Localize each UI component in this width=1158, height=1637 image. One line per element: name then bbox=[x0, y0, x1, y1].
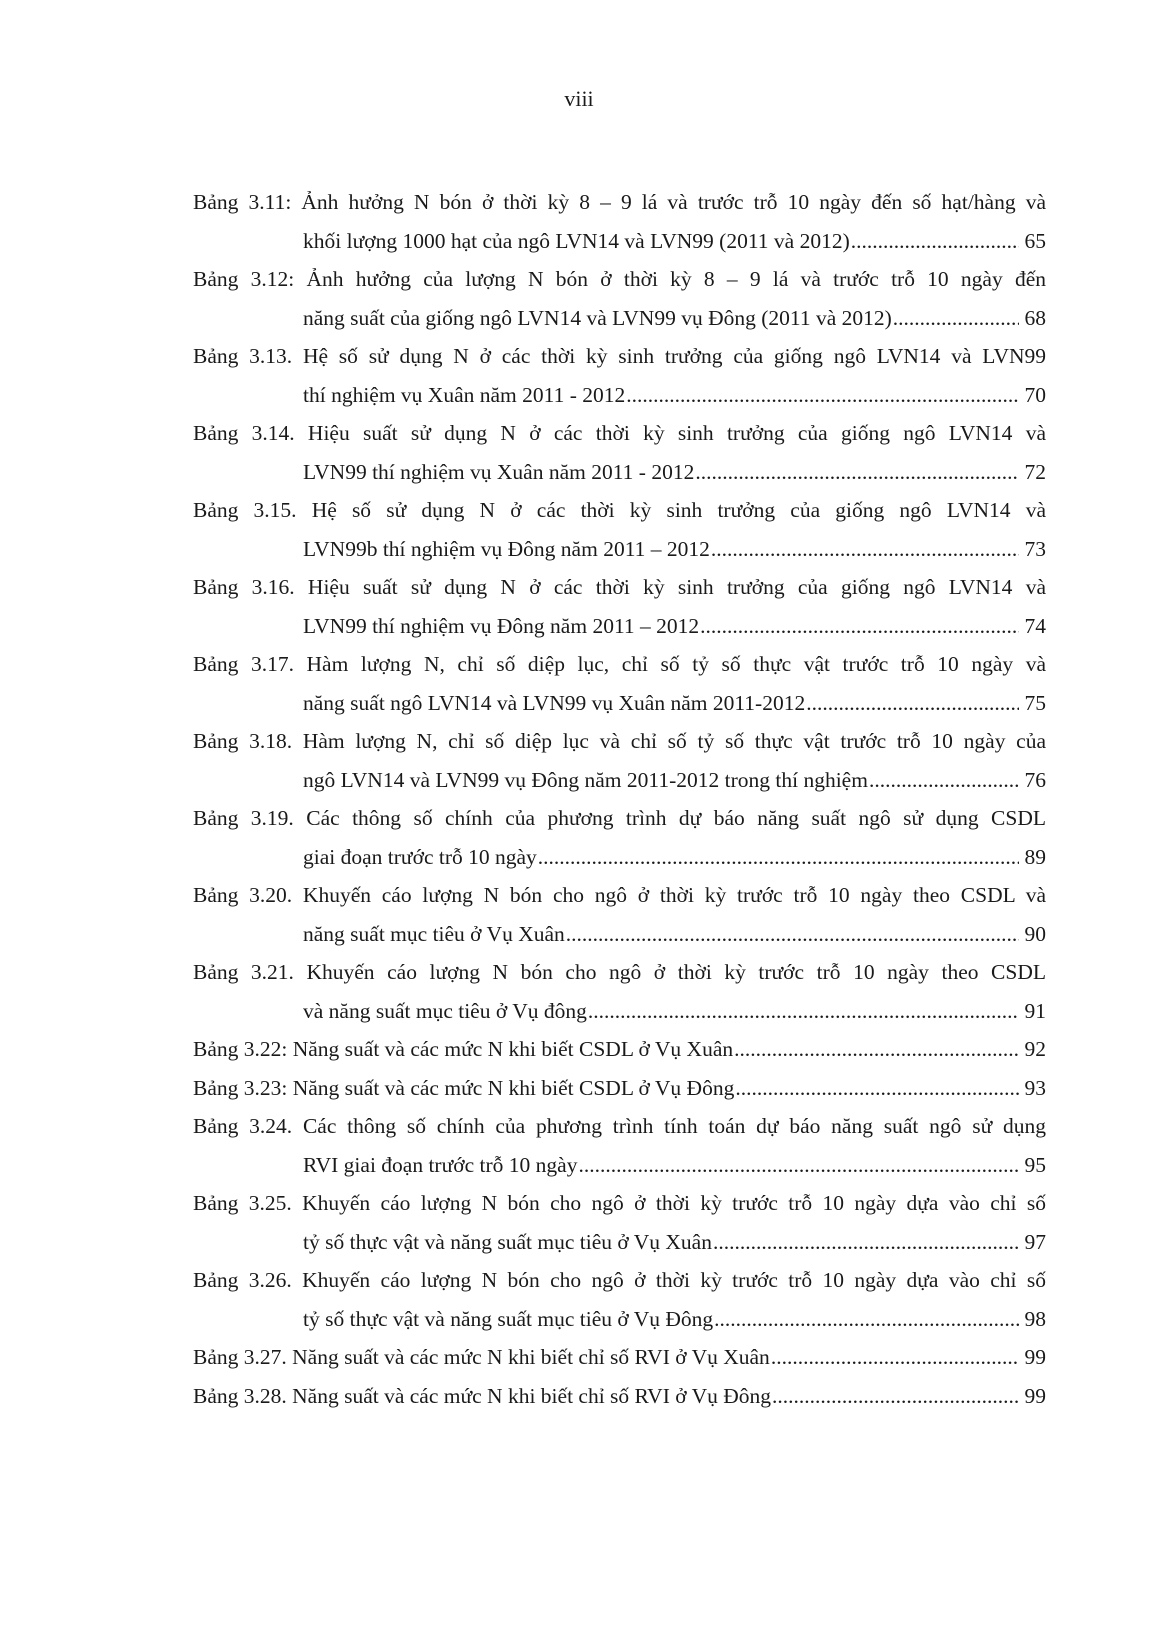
toc-entry-title-line: Bảng 3.26. Khuyến cáo lượng N bón cho ngô ở thời kỳ trước trỗ 10 ngày dựa vào chỉ số bbox=[193, 1268, 1046, 1292]
toc-entry-title-line: Bảng 3.14. Hiệu suất sử dụng N ở các thời kỳ sinh trưởng của giống ngô LVN14 và bbox=[193, 421, 1046, 445]
toc-entry-title-tail: năng suất mục tiêu ở Vụ Xuân bbox=[303, 921, 565, 946]
dot-leader bbox=[695, 453, 1019, 492]
toc-entry[interactable] bbox=[193, 799, 1046, 876]
toc-entry[interactable] bbox=[193, 1069, 1046, 1108]
toc-entry-final-line bbox=[193, 992, 1046, 1031]
toc-entry[interactable] bbox=[193, 722, 1046, 799]
toc-entry-final-line bbox=[193, 1146, 1046, 1185]
toc-entry-title-tail: Bảng 3.23: Năng suất và các mức N khi biết CSDL ở Vụ Đông bbox=[193, 1075, 735, 1100]
toc-entry-title-line: Bảng 3.19. Các thông số chính của phương trình dự báo năng suất ngô sử dụng CSDL bbox=[193, 806, 1046, 830]
dot-leader bbox=[711, 530, 1019, 569]
toc-entry[interactable] bbox=[193, 1107, 1046, 1184]
toc-entry-final-line bbox=[193, 1300, 1046, 1339]
toc-entry-title-tail: Bảng 3.22: Năng suất và các mức N khi biết CSDL ở Vụ Xuân bbox=[193, 1037, 734, 1061]
table-of-contents bbox=[193, 183, 1046, 1415]
toc-entry-title-tail: và năng suất mục tiêu ở Vụ đông bbox=[303, 998, 587, 1023]
toc-entry-title-tail: khối lượng 1000 hạt của ngô LVN14 và LVN99 (2011 và 2012) bbox=[303, 228, 850, 253]
toc-entry[interactable] bbox=[193, 645, 1046, 722]
toc-entry[interactable] bbox=[193, 414, 1046, 491]
toc-entry-final-line bbox=[193, 1069, 1046, 1108]
toc-entry-title-line: Bảng 3.16. Hiệu suất sử dụng N ở các thời kỳ sinh trưởng của giống ngô LVN14 và bbox=[193, 575, 1046, 599]
toc-entry-title-tail: thí nghiệm vụ Xuân năm 2011 - 2012 bbox=[303, 382, 626, 407]
toc-entry-title-tail: ngô LVN14 và LVN99 vụ Đông năm 2011-2012 trong thí nghiệm bbox=[303, 767, 868, 792]
toc-entry-title-line: Bảng 3.13. Hệ số sử dụng N ở các thời kỳ sinh trưởng của giống ngô LVN14 và LVN99 bbox=[193, 344, 1046, 368]
toc-entry-title-line: Bảng 3.11: Ảnh hưởng N bón ở thời kỳ 8 – 9 lá và trước trỗ 10 ngày đến số hạt/hàng và bbox=[193, 190, 1046, 214]
toc-entry[interactable] bbox=[193, 1184, 1046, 1261]
toc-entry-final-line bbox=[193, 684, 1046, 723]
toc-entry-final-line bbox=[193, 1223, 1046, 1262]
toc-entry-final-line bbox=[193, 376, 1046, 415]
page-number: viii bbox=[564, 86, 594, 111]
toc-entry-final-line bbox=[193, 607, 1046, 646]
toc-page-number: 95 bbox=[1024, 1152, 1046, 1177]
toc-page-number: 89 bbox=[1024, 844, 1046, 869]
toc-entry-title-tail: giai đoạn trước trỗ 10 ngày bbox=[303, 844, 537, 869]
toc-page-number: 73 bbox=[1024, 536, 1046, 561]
toc-entry[interactable] bbox=[193, 568, 1046, 645]
toc-entry-title-tail: LVN99 thí nghiệm vụ Xuân năm 2011 - 2012 bbox=[303, 459, 695, 484]
toc-entry-title-line: Bảng 3.15. Hệ số sử dụng N ở các thời kỳ sinh trưởng của giống ngô LVN14 và bbox=[193, 498, 1046, 522]
toc-entry-title-tail: năng suất ngô LVN14 và LVN99 vụ Xuân năm 2011-2012 bbox=[303, 690, 806, 715]
toc-entry-final-line bbox=[193, 1338, 1046, 1377]
dot-leader bbox=[893, 299, 1019, 338]
dot-leader bbox=[578, 1146, 1019, 1185]
dot-leader bbox=[713, 1223, 1019, 1262]
dot-leader bbox=[869, 761, 1019, 800]
toc-page-number: 74 bbox=[1024, 613, 1046, 638]
toc-entry-title-line: Bảng 3.12: Ảnh hưởng của lượng N bón ở thời kỳ 8 – 9 lá và trước trỗ 10 ngày đến bbox=[193, 267, 1046, 291]
toc-page-number: 97 bbox=[1024, 1229, 1046, 1254]
toc-entry[interactable] bbox=[193, 491, 1046, 568]
toc-entry[interactable] bbox=[193, 337, 1046, 414]
toc-page-number: 68 bbox=[1024, 305, 1046, 330]
dot-leader bbox=[566, 915, 1019, 954]
toc-entry[interactable] bbox=[193, 1338, 1046, 1377]
toc-entry-final-line bbox=[193, 299, 1046, 338]
toc-entry[interactable] bbox=[193, 1030, 1046, 1069]
toc-entry-title-tail: Bảng 3.27. Năng suất và các mức N khi biết chỉ số RVI ở Vụ Xuân bbox=[193, 1345, 770, 1369]
toc-entry-final-line bbox=[193, 1377, 1046, 1416]
toc-entry[interactable] bbox=[193, 1261, 1046, 1338]
toc-page-number: 91 bbox=[1024, 998, 1046, 1023]
toc-page-number: 98 bbox=[1024, 1306, 1046, 1331]
dot-leader bbox=[700, 607, 1019, 646]
toc-entry-final-line bbox=[193, 915, 1046, 954]
toc-entry-title-line: Bảng 3.24. Các thông số chính của phương trình tính toán dự báo năng suất ngô sử dụng bbox=[193, 1114, 1046, 1138]
dot-leader bbox=[735, 1069, 1019, 1108]
toc-entry-final-line bbox=[193, 761, 1046, 800]
toc-entry-final-line bbox=[193, 453, 1046, 492]
dot-leader bbox=[851, 222, 1019, 261]
toc-entry[interactable] bbox=[193, 183, 1046, 260]
toc-entry-title-line: Bảng 3.21. Khuyến cáo lượng N bón cho ngô ở thời kỳ trước trỗ 10 ngày theo CSDL bbox=[193, 960, 1046, 984]
toc-page-number: 93 bbox=[1024, 1075, 1046, 1100]
toc-entry-title-tail: LVN99 thí nghiệm vụ Đông năm 2011 – 2012 bbox=[303, 613, 700, 638]
dot-leader bbox=[626, 376, 1019, 415]
toc-page-number: 70 bbox=[1024, 382, 1046, 407]
toc-entry-title-line: Bảng 3.20. Khuyến cáo lượng N bón cho ngô ở thời kỳ trước trỗ 10 ngày theo CSDL và bbox=[193, 883, 1046, 907]
toc-entry[interactable] bbox=[193, 876, 1046, 953]
dot-leader bbox=[734, 1030, 1019, 1069]
toc-entry-final-line bbox=[193, 530, 1046, 569]
toc-page-number: 75 bbox=[1024, 690, 1046, 715]
toc-page-number: 72 bbox=[1024, 459, 1046, 484]
toc-entry-final-line bbox=[193, 838, 1046, 877]
toc-page-number: 99 bbox=[1024, 1345, 1046, 1369]
dot-leader bbox=[588, 992, 1019, 1031]
toc-entry[interactable] bbox=[193, 953, 1046, 1030]
toc-entry-title-line: Bảng 3.17. Hàm lượng N, chỉ số diệp lục, chỉ số tỷ số thực vật trước trỗ 10 ngày và bbox=[193, 652, 1046, 676]
dot-leader bbox=[771, 1338, 1019, 1377]
dot-leader bbox=[538, 838, 1019, 877]
toc-entry-title-line: Bảng 3.25. Khuyến cáo lượng N bón cho ngô ở thời kỳ trước trỗ 10 ngày dựa vào chỉ số bbox=[193, 1191, 1046, 1215]
dot-leader bbox=[714, 1300, 1019, 1339]
toc-page-number: 65 bbox=[1024, 228, 1046, 253]
toc-page-number: 90 bbox=[1024, 921, 1046, 946]
toc-entry-final-line bbox=[193, 1030, 1046, 1069]
toc-entry-title-line: Bảng 3.18. Hàm lượng N, chỉ số diệp lục và chỉ số tỷ số thực vật trước trỗ 10 ngày của bbox=[193, 729, 1046, 753]
toc-entry-title-tail: năng suất của giống ngô LVN14 và LVN99 vụ Đông (2011 và 2012) bbox=[303, 305, 892, 330]
toc-entry[interactable] bbox=[193, 1377, 1046, 1416]
toc-entry[interactable] bbox=[193, 260, 1046, 337]
dot-leader bbox=[806, 684, 1019, 723]
toc-page-number: 99 bbox=[1024, 1383, 1046, 1408]
toc-entry-final-line bbox=[193, 222, 1046, 261]
toc-entry-title-tail: tỷ số thực vật và năng suất mục tiêu ở Vụ Đông bbox=[303, 1306, 714, 1331]
toc-entry-title-tail: LVN99b thí nghiệm vụ Đông năm 2011 – 2012 bbox=[303, 536, 710, 561]
toc-entry-title-tail: tỷ số thực vật và năng suất mục tiêu ở Vụ Xuân bbox=[303, 1229, 712, 1254]
toc-entry-title-tail: Bảng 3.28. Năng suất và các mức N khi biết chỉ số RVI ở Vụ Đông bbox=[193, 1383, 772, 1408]
dot-leader bbox=[772, 1377, 1019, 1416]
toc-page-number: 76 bbox=[1024, 767, 1046, 792]
toc-page-number: 92 bbox=[1024, 1037, 1046, 1061]
toc-entry-title-tail: RVI giai đoạn trước trỗ 10 ngày bbox=[303, 1152, 578, 1177]
